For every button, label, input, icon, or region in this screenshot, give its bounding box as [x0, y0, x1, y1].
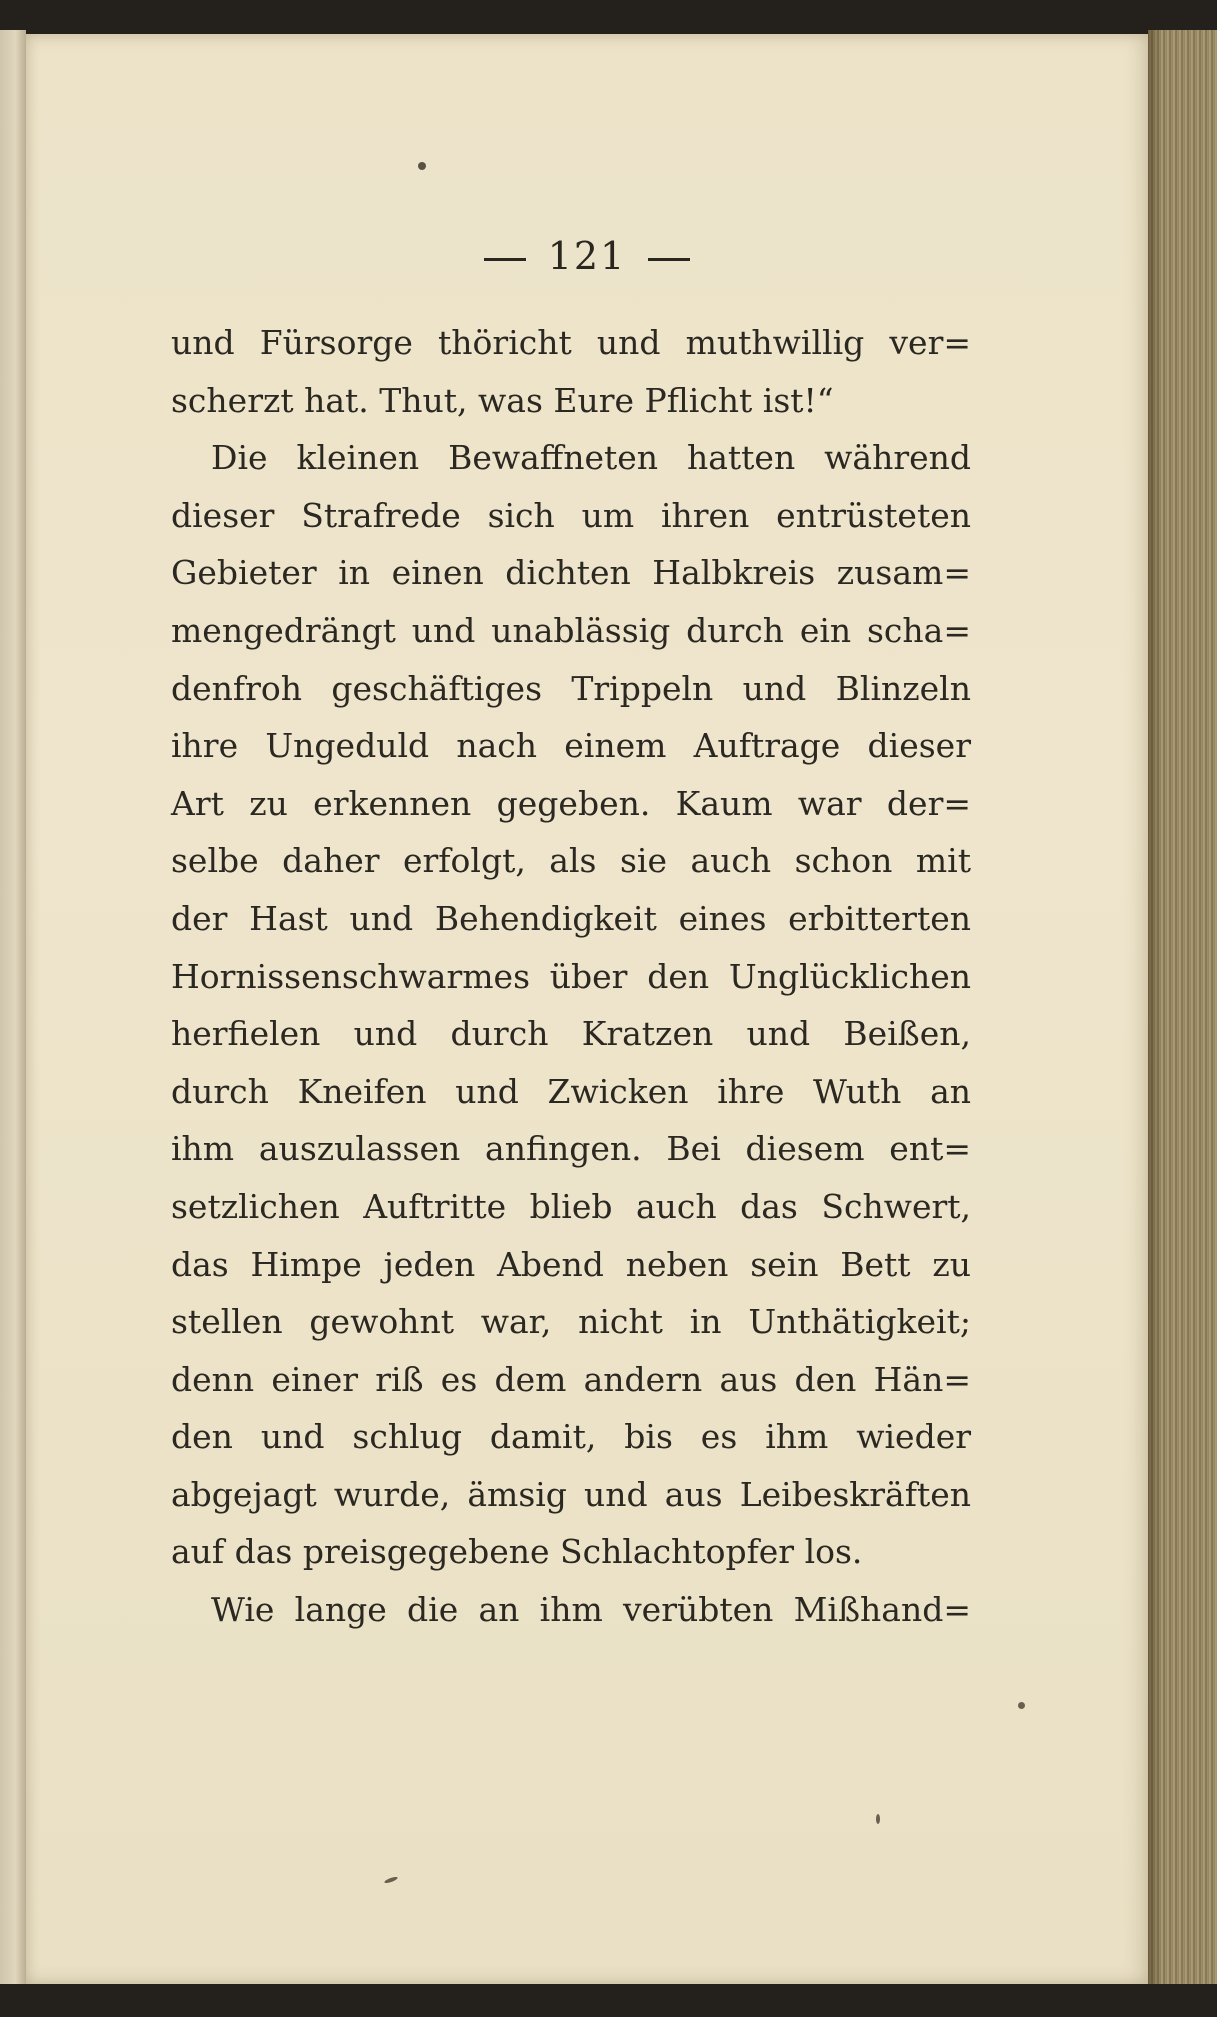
- text-line: abgejagt wurde, ämsig und aus Leibeskräften: [171, 1474, 971, 1514]
- text-line: selbe daher erfolgt, als sie auch schon mit: [171, 841, 971, 881]
- text-line: denn einer riß es dem andern aus den Hän=: [171, 1359, 971, 1399]
- gutter-shadow: [1148, 30, 1162, 1990]
- text-line: herfielen und durch Kratzen und Beißen,: [171, 1014, 971, 1054]
- ink-speck: [1018, 1702, 1025, 1709]
- text-line: setzlichen Auftritte blieb auch das Schwert,: [171, 1186, 971, 1226]
- text-line: Hornissenschwarmes über den Unglücklichen: [171, 956, 971, 996]
- header-dash-left: [484, 258, 526, 261]
- text-line: der Hast und Behendigkeit eines erbitterten: [171, 898, 971, 938]
- text-line: Art zu erkennen gegeben. Kaum war der=: [171, 783, 971, 823]
- ink-speck: [384, 1876, 399, 1885]
- text-line: Die kleinen Bewaffneten hatten während: [211, 438, 971, 478]
- text-line: Gebieter in einen dichten Halbkreis zusam=: [171, 553, 971, 593]
- ink-dot: [418, 162, 426, 170]
- text-line: ihre Ungeduld nach einem Auftrage dieser: [171, 726, 971, 766]
- text-line: denfroh geschäftiges Trippeln und Blinzeln: [171, 668, 971, 708]
- ink-speck: [876, 1814, 880, 1824]
- scan-bottom-border: [0, 1984, 1217, 2017]
- text-line: mengedrängt und unablässig durch ein scha=: [171, 610, 971, 650]
- text-line: Wie lange die an ihm verübten Mißhand=: [211, 1590, 971, 1630]
- page-number: 121: [547, 234, 627, 278]
- text-line: auf das preisgegebene Schlachtopfer los.: [171, 1532, 863, 1572]
- text-line: dieser Strafrede sich um ihren entrüsteten: [171, 495, 971, 535]
- page-body-text: [171, 314, 971, 1639]
- text-line: und Fürsorge thöricht und muthwillig ver=: [171, 323, 971, 362]
- text-line: ihm auszulassen anfingen. Bei diesem ent=: [171, 1129, 971, 1169]
- text-line: das Himpe jeden Abend neben sein Bett zu: [171, 1244, 971, 1284]
- text-line: durch Kneifen und Zwicken ihre Wuth an: [171, 1071, 971, 1111]
- text-line: scherzt hat. Thut, was Eure Pflicht ist!“: [171, 380, 834, 420]
- page-header: [26, 234, 1148, 278]
- text-line: stellen gewohnt war, nicht in Unthätigkeit;: [171, 1302, 971, 1342]
- text-line: den und schlug damit, bis es ihm wieder: [171, 1417, 971, 1457]
- facing-page-edge: [0, 30, 26, 1990]
- book-page: [26, 34, 1148, 1984]
- scan-top-border: [0, 0, 1217, 34]
- header-dash-right: [648, 258, 690, 261]
